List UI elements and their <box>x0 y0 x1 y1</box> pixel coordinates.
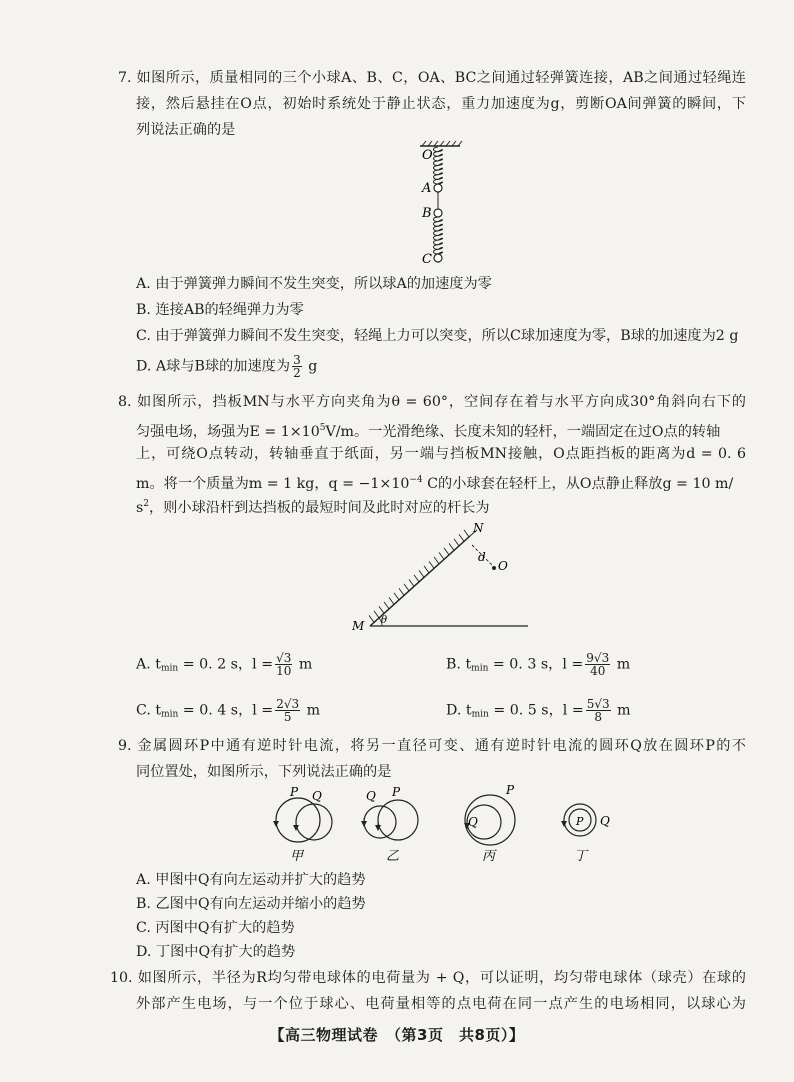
q7-label-c: C <box>422 252 432 267</box>
q8-line-2: 匀强电场，场强为$E = 1\times 10^5V/m$。一光滑绝缘、长度未知的轻杆，一端固定在过O点的转轴 <box>136 423 721 440</box>
q9-line-2: 同位置处，如图所示，下列说法正确的是 <box>136 764 392 780</box>
q8-label-n: N <box>473 521 484 535</box>
q7-option-d: D. A球与B球的加速度为 $\frac{3}{2}$ g <box>136 353 318 380</box>
q7-option-b: B. 连接AB的轻绳弹力为零 <box>136 302 304 318</box>
q7-spring-figure <box>400 140 470 268</box>
q7-option-c: C. 由于弹簧弹力瞬间不发生突变，轻绳上力可以突变，所以C球加速度为零，B球的加速度为2 g <box>136 328 739 344</box>
q7-line-2: 接，然后悬挂在O点，初始时系统处于静止状态，重力加速度为g，剪断OA间弹簧的瞬间，下 <box>136 96 746 112</box>
q8-label-d: d <box>478 550 486 564</box>
caption-ding: 丁 <box>574 849 588 864</box>
q8-option-d: D. $t_{min} = 0$. 5 s，l = $\frac{5√3}{8}$ m <box>446 697 631 724</box>
ring-diagram-ding <box>564 804 610 864</box>
ding-label-p: P <box>576 815 584 828</box>
q9-option-b: B. 乙图中Q有向左运动并缩小的趋势 <box>136 896 366 912</box>
q7-option-a: A. 由于弹簧弹力瞬间不发生突变，所以球A的加速度为零 <box>136 276 492 292</box>
q7-line-1: 7. 如图所示，质量相同的三个小球A、B、C，OA、BC之间通过轻弹簧连接，AB之间通过轻绳连 <box>118 70 746 86</box>
q7-label-b: B <box>422 206 432 221</box>
ring-diagram-yi <box>364 785 418 864</box>
bing-label-p: P <box>506 784 515 797</box>
caption-yi: 乙 <box>386 849 400 864</box>
q8-option-a: A. $t_{min} = 0$. 2 s，l = $\frac{√3}{10}$ m <box>136 651 313 678</box>
q8-label-m: M <box>352 619 365 633</box>
q9-option-c: C. 丙图中Q有扩大的趋势 <box>136 920 295 936</box>
bing-label-q: Q <box>468 815 478 829</box>
q8-option-c: C. $t_{min} = 0$. 4 s，l = $\frac{2√3}{5}$ m <box>136 697 321 724</box>
yi-label-p: P <box>392 785 401 799</box>
q9-line-1: 9. 金属圆环P中通有逆时针电流，将另一直径可变、通有逆时针电流的圆环Q放在圆环P的不 <box>118 738 746 754</box>
q7-label-a: A <box>422 181 432 196</box>
q8-option-b: B. $t_{min} = 0$. 3 s，l = $\frac{9√3}{40}$ m <box>446 651 631 678</box>
yi-label-q: Q <box>366 789 376 803</box>
ring-diagram-bing <box>465 784 515 864</box>
caption-jia: 甲 <box>290 849 304 864</box>
q8-label-o: O <box>498 559 508 573</box>
q8-line-4: m。将一个质量为m = 1 kg，$q = -1\times 10^{-4}$ C的小球套在轻杆上，从O点静止释放g = 10 m/ <box>136 475 734 492</box>
q9-rings-figure <box>262 784 622 866</box>
ring-diagram-jia <box>276 785 332 864</box>
ding-label-q: Q <box>600 814 610 828</box>
jia-label-p: P <box>290 785 299 799</box>
jia-label-q: Q <box>312 789 322 803</box>
q10-line-2: 外部产生电场，与一个位于球心、电荷量相等的点电荷在同一点产生的电场相同，以球心为 <box>136 996 746 1012</box>
q8-line-3: 上，可绕O点转动，转轴垂直于纸面，另一端与挡板MN接触，O点距挡板的距离为d = 0. 6 <box>136 446 746 462</box>
q8-line-5: $s^2$，则小球沿杆到达挡板的最短时间及此时对应的杆长为 <box>136 499 490 516</box>
q8-barrier-figure <box>340 512 540 634</box>
q10-line-1: 10. 如图所示，半径为R均匀带电球体的电荷量为 + Q，可以证明，均匀带电球体（球壳）在球的 <box>110 970 746 986</box>
q9-option-d: D. 丁图中Q有扩大的趋势 <box>136 944 296 960</box>
q8-label-theta: θ <box>381 615 388 626</box>
q7-label-o: O <box>422 148 433 163</box>
q8-line-1: 8. 如图所示，挡板MN与水平方向夹角为θ = 60°，空间存在着与水平方向成30°角斜向右下的 <box>118 394 746 410</box>
q9-option-a: A. 甲图中Q有向左运动并扩大的趋势 <box>136 872 366 888</box>
page-footer: 【高三物理试卷 （第3页 共8页）】 <box>269 1026 525 1044</box>
q7-line-3: 列说法正确的是 <box>136 122 236 138</box>
caption-bing: 丙 <box>482 849 496 864</box>
